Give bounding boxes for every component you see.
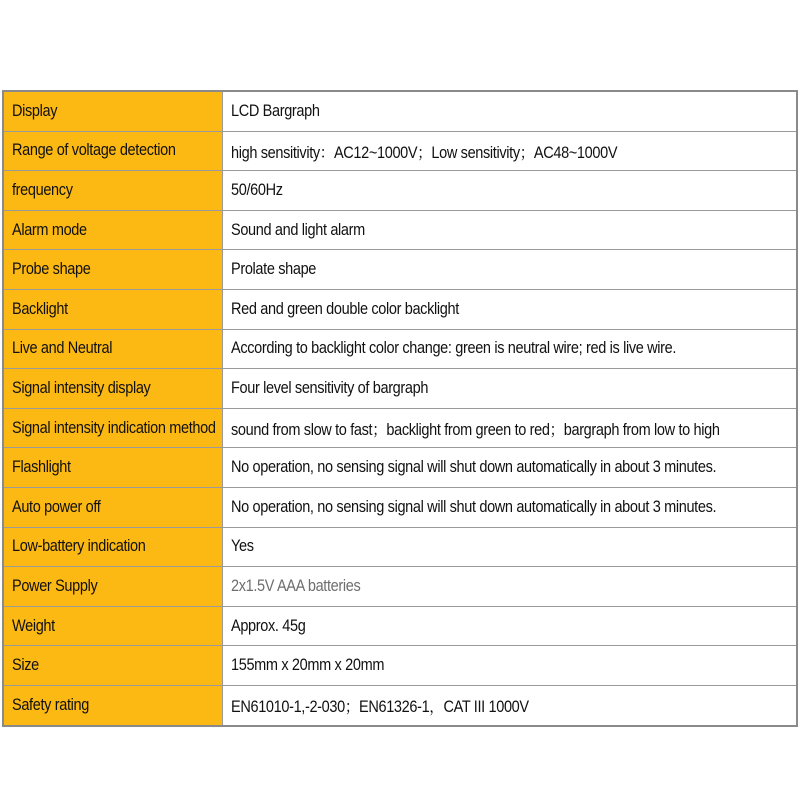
- spec-row-probe-shape: [3, 250, 797, 290]
- spec-row-auto-power-off: [3, 487, 797, 527]
- spec-value: Approx. 45g: [223, 606, 798, 646]
- spec-label: Display: [3, 91, 223, 131]
- spec-label: Low-battery indication: [3, 527, 223, 567]
- spec-value: Red and green double color backlight: [223, 289, 798, 329]
- spec-row-backlight: [3, 289, 797, 329]
- spec-row-power-supply: [3, 567, 797, 607]
- spec-row-signal-method: [3, 408, 797, 448]
- spec-label: Safety rating: [3, 685, 223, 725]
- spec-label: Power Supply: [3, 567, 223, 607]
- spec-value: According to backlight color change: green is neutral wire; red is live wire.: [223, 329, 798, 369]
- spec-row-low-battery: [3, 527, 797, 567]
- spec-value: 2x1.5V AAA batteries: [223, 567, 798, 607]
- spec-value: 155mm x 20mm x 20mm: [223, 646, 798, 686]
- spec-row-live-neutral: [3, 329, 797, 369]
- spec-label: Auto power off: [3, 487, 223, 527]
- spec-row-safety-rating: [3, 685, 797, 725]
- spec-label: Alarm mode: [3, 210, 223, 250]
- spec-value: 50/60Hz: [223, 171, 798, 211]
- spec-label: Flashlight: [3, 448, 223, 488]
- spec-value: sound from slow to fast；backlight from green to red；bargraph from low to high: [223, 408, 798, 448]
- spec-value: No operation, no sensing signal will shut down automatically in about 3 minutes.: [223, 487, 798, 527]
- spec-row-frequency: [3, 171, 797, 211]
- spec-label: Signal intensity indication method: [3, 408, 223, 448]
- spec-value: Yes: [223, 527, 798, 567]
- spec-row-display: [3, 91, 797, 131]
- spec-row-flashlight: [3, 448, 797, 488]
- spec-row-weight: [3, 606, 797, 646]
- spec-label: Range of voltage detection: [3, 131, 223, 171]
- spec-value: Prolate shape: [223, 250, 798, 290]
- spec-value: Four level sensitivity of bargraph: [223, 369, 798, 409]
- spec-label: Weight: [3, 606, 223, 646]
- spec-table: [2, 90, 798, 727]
- spec-label: Backlight: [3, 289, 223, 329]
- spec-label: Probe shape: [3, 250, 223, 290]
- spec-row-voltage-range: [3, 131, 797, 171]
- spec-value: high sensitivity：AC12~1000V；Low sensitivity；AC48~1000V: [223, 131, 798, 171]
- spec-label: Live and Neutral: [3, 329, 223, 369]
- spec-label: frequency: [3, 171, 223, 211]
- spec-label: Signal intensity display: [3, 369, 223, 409]
- spec-row-alarm-mode: [3, 210, 797, 250]
- spec-value: EN61010-1,-2-030；EN61326-1，CAT III 1000V: [223, 685, 798, 725]
- spec-value: No operation, no sensing signal will shut down automatically in about 3 minutes.: [223, 448, 798, 488]
- spec-row-signal-display: [3, 369, 797, 409]
- spec-row-size: [3, 646, 797, 686]
- spec-label: Size: [3, 646, 223, 686]
- spec-value: Sound and light alarm: [223, 210, 798, 250]
- spec-value: LCD Bargraph: [223, 91, 798, 131]
